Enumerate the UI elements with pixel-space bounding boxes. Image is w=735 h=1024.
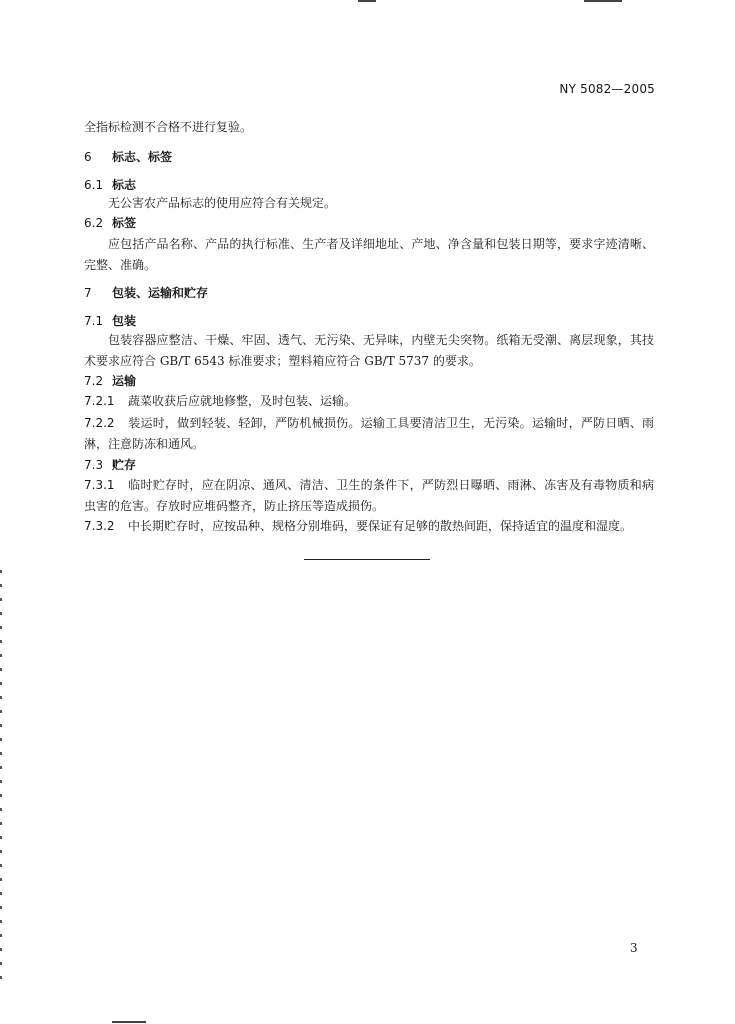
section-6-2-heading — [84, 214, 136, 232]
section-text: 中长期贮存时，应按品种、规格分别堆码，要保证有足够的散热间距，保持适宜的温度和湿度。 — [128, 519, 633, 533]
section-7-2-2 — [84, 413, 654, 455]
section-7-3-heading — [84, 456, 136, 474]
section-number: 6.2 — [84, 216, 104, 230]
scan-edge-left — [0, 570, 2, 990]
section-text: 蔬菜收获后应就地修整，及时包装、运输。 — [128, 394, 357, 408]
section-title: 标签 — [112, 216, 137, 230]
section-7-heading — [84, 284, 208, 302]
section-number: 7.2 — [84, 374, 104, 388]
section-title: 贮存 — [112, 458, 137, 472]
section-6-1-text: 无公害农产品标志的使用应符合有关规定。 — [108, 196, 337, 210]
standard-code: NY 5082—2005 — [559, 82, 655, 96]
section-title: 包装、运输和贮存 — [112, 286, 209, 300]
section-number: 6.1 — [84, 178, 104, 192]
section-title: 运输 — [112, 374, 137, 388]
section-number: 7 — [84, 286, 92, 300]
section-number: 7.2.1 — [84, 394, 115, 408]
section-7-2-heading — [84, 372, 136, 390]
section-6-2-text: 应包括产品名称、产品的执行标准、生产者及详细地址、产地、净含量和包装日期等，要求字迹清晰、完整、准确。 — [84, 237, 654, 272]
section-6-heading — [84, 148, 172, 166]
end-rule — [304, 559, 430, 560]
section-6-1-heading — [84, 176, 136, 194]
section-7-2-1 — [84, 392, 356, 410]
section-number: 6 — [84, 150, 92, 164]
section-text: 临时贮存时，应在阴凉、通风、清洁、卫生的条件下，严防烈日曝晒、雨淋、冻害及有毒物质和病虫害的危害。存放时应堆码整齐，防止挤压等造成损伤。 — [84, 478, 654, 513]
intro-line — [84, 118, 252, 136]
section-number: 7.2.2 — [84, 416, 115, 430]
section-text: 装运时，做到轻装、轻卸，严防机械损伤。运输工具要清洁卫生，无污染。运输时，严防日晒、雨淋，注意防冻和通风。 — [84, 416, 654, 451]
section-7-3-1 — [84, 475, 654, 517]
section-number: 7.1 — [84, 314, 104, 328]
scan-mark-top-right — [584, 0, 622, 2]
section-7-1-heading — [84, 312, 136, 330]
section-title: 标志 — [112, 178, 137, 192]
section-title: 包装 — [112, 314, 137, 328]
scan-mark-bottom — [112, 1021, 146, 1023]
section-7-3-2 — [84, 517, 632, 535]
page-number: 3 — [630, 941, 638, 955]
intro-text: 全指标检测不合格不进行复验。 — [84, 120, 253, 134]
section-title: 标志、标签 — [112, 150, 173, 164]
section-number: 7.3.1 — [84, 478, 115, 492]
scan-mark-top-left — [358, 0, 376, 2]
section-number: 7.3.2 — [84, 519, 115, 533]
section-7-1-text: 包装容器应整洁、干燥、牢固、透气、无污染、无异味，内壁无尖突物。纸箱无受潮、离层现象，其技术要求应符合 GB/T 6543 标准要求；塑料箱应符合 GB/T 5737 的要求。 — [84, 333, 654, 368]
section-number: 7.3 — [84, 458, 104, 472]
